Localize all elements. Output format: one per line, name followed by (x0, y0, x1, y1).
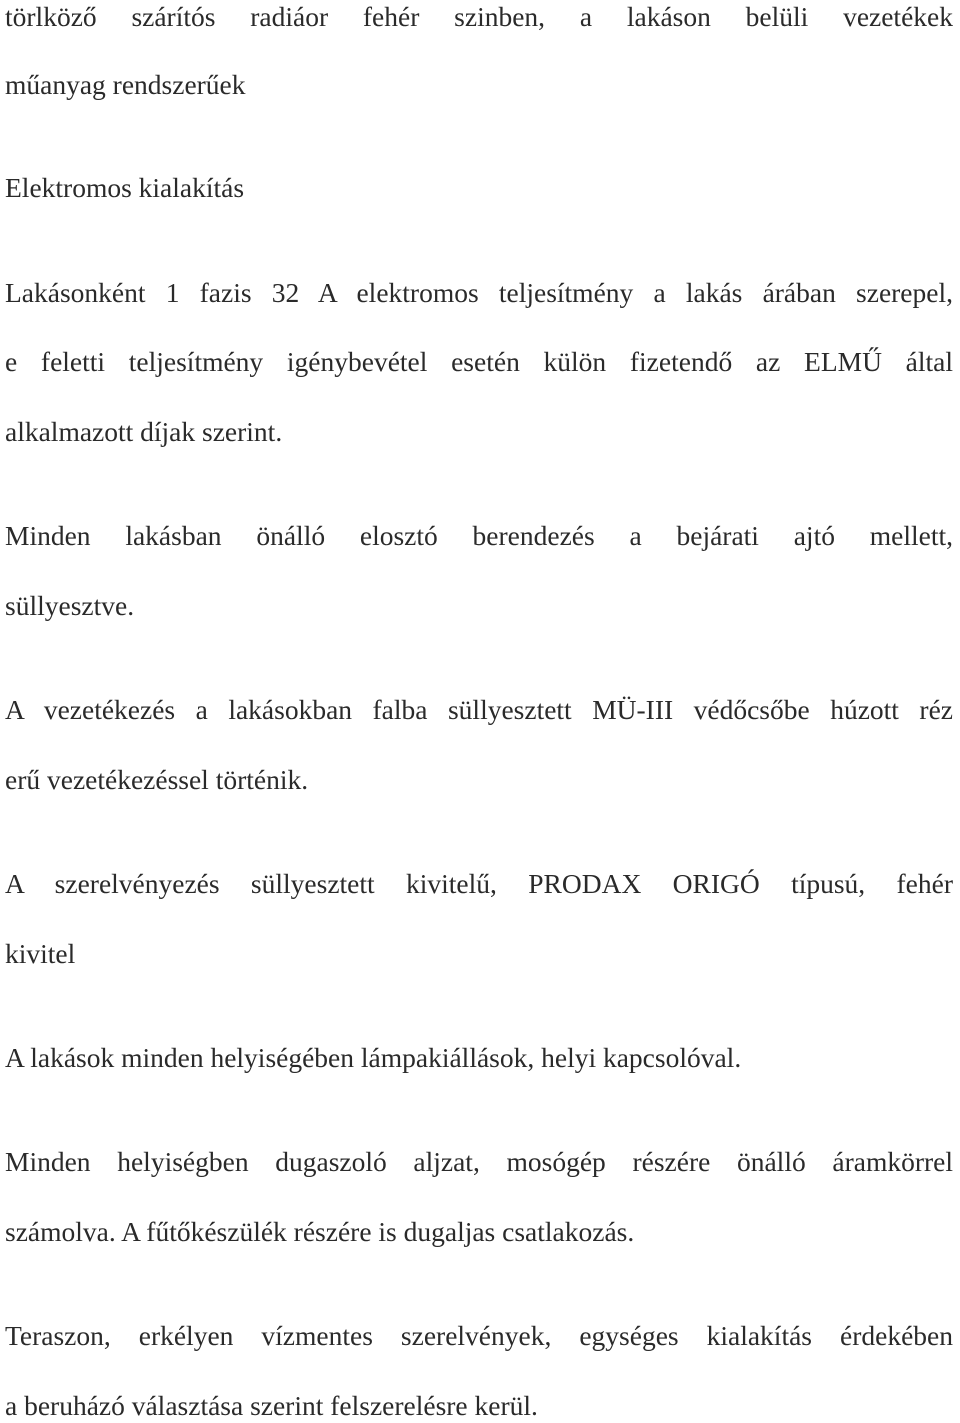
text-line: A lakások minden helyiségében lámpakiállások, helyi kapcsolóval. (5, 1042, 742, 1073)
text-line: e feletti teljesítmény igénybevétel esetén külön fizetendő az ELMŰ által (5, 346, 953, 377)
text-line: műanyag rendszerűek (5, 69, 246, 100)
text-line: A vezetékezés a lakásokban falba süllyesztett MÜ-III védőcsőbe húzott réz (5, 694, 953, 725)
text-line: Minden lakásban önálló elosztó berendezés a bejárati ajtó mellett, (5, 520, 953, 551)
text-line: Teraszon, erkélyen vízmentes szerelvények, egységes kialakítás érdekében (5, 1320, 953, 1351)
text-line: alkalmazott díjak szerint. (5, 416, 283, 447)
text-line: kivitel (5, 938, 76, 969)
text-line: A szerelvényezés süllyesztett kivitelű, PRODAX ORIGÓ típusú, fehér (5, 868, 953, 899)
text-line: erű vezetékezéssel történik. (5, 764, 309, 795)
text-line: Minden helyiségben dugaszoló aljzat, mosógép részére önálló áramkörrel (5, 1146, 953, 1177)
text-line: süllyesztve. (5, 590, 135, 621)
text-line: a beruházó választása szerint felszerelésre kerül. (5, 1390, 538, 1421)
section-heading: Elektromos kialakítás (5, 172, 245, 203)
text-line: törlköző szárítós radiáor fehér szinben, a lakáson belüli vezetékek (5, 1, 953, 32)
text-line: Lakásonként 1 fazis 32 A elektromos teljesítmény a lakás árában szerepel, (5, 277, 953, 308)
text-line: számolva. A fűtőkészülék részére is dugaljas csatlakozás. (5, 1216, 635, 1247)
